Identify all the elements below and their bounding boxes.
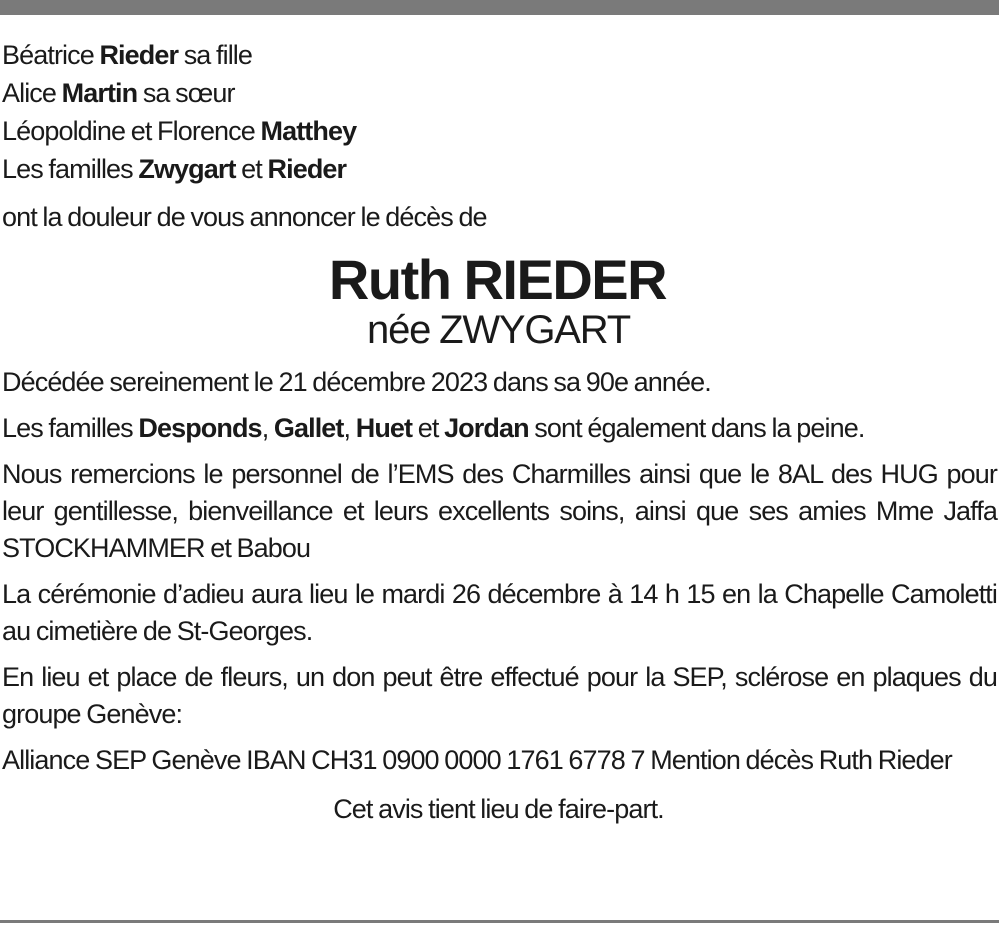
family-line-4 <box>2 150 997 188</box>
bold-name-segment: Rieder <box>99 40 179 70</box>
family-line-2 <box>2 74 997 112</box>
obituary-notice <box>2 36 997 828</box>
bold-name-segment: Martin <box>61 78 138 108</box>
thanks-paragraph: Nous remercions le personnel de l’EMS des Charmilles ainsi que le 8AL des HUG pour leur gentillesse, bienveillance et leurs excellents soins, ainsi que ses amies Mme Jaffa STOCKHAMMER et Babou <box>2 459 997 563</box>
announcement-text: ont la douleur de vous annoncer le décès de <box>2 202 487 232</box>
bold-name-segment: Matthey <box>260 116 357 146</box>
bold-name-segment: Rieder <box>267 154 347 184</box>
text-segment: et <box>412 413 445 443</box>
bold-name-segment: Zwygart <box>138 154 236 184</box>
bank-details: Alliance SEP Genève IBAN CH31 0900 0000 1761 6778 7 Mention décès Ruth Rieder <box>2 745 952 775</box>
text-segment: , <box>261 413 274 443</box>
maiden-name: née ZWYGART <box>367 308 630 352</box>
text-segment: sont également dans la peine. <box>528 413 865 443</box>
family-line-1 <box>2 36 997 74</box>
top-divider <box>0 0 999 15</box>
text-segment: sa fille <box>178 40 253 70</box>
also-mourning <box>2 410 997 447</box>
text-segment: Léopoldine et Florence <box>2 116 261 146</box>
bold-name-segment: Gallet <box>273 413 344 443</box>
text-segment: sa sœur <box>137 78 235 108</box>
text-segment: et <box>235 154 268 184</box>
ceremony-paragraph: La cérémonie d’adieu aura lieu le mardi 26 décembre à 14 h 15 en la Chapelle Camoletti au cimetière de St-Georges. <box>2 579 997 646</box>
bold-name-segment: Desponds <box>138 413 262 443</box>
bottom-divider <box>0 920 999 923</box>
family-line-3 <box>2 112 997 150</box>
bold-name-segment: Jordan <box>444 413 529 443</box>
bold-name-segment: Huet <box>355 413 413 443</box>
donation-paragraph: En lieu et place de fleurs, un don peut être effectué pour la SEP, sclérose en plaques du groupe Genève: <box>2 662 997 729</box>
deceased-name: Ruth RIEDER <box>328 248 667 311</box>
text-segment: Les familles <box>2 413 139 443</box>
text-segment: , <box>343 413 356 443</box>
text-segment: Les familles <box>2 154 139 184</box>
text-segment: Béatrice <box>2 40 100 70</box>
closing-note: Cet avis tient lieu de faire-part. <box>333 794 664 824</box>
text-segment: Alice <box>2 78 62 108</box>
death-info: Décédée sereinement le 21 décembre 2023 dans sa 90e année. <box>2 367 711 397</box>
